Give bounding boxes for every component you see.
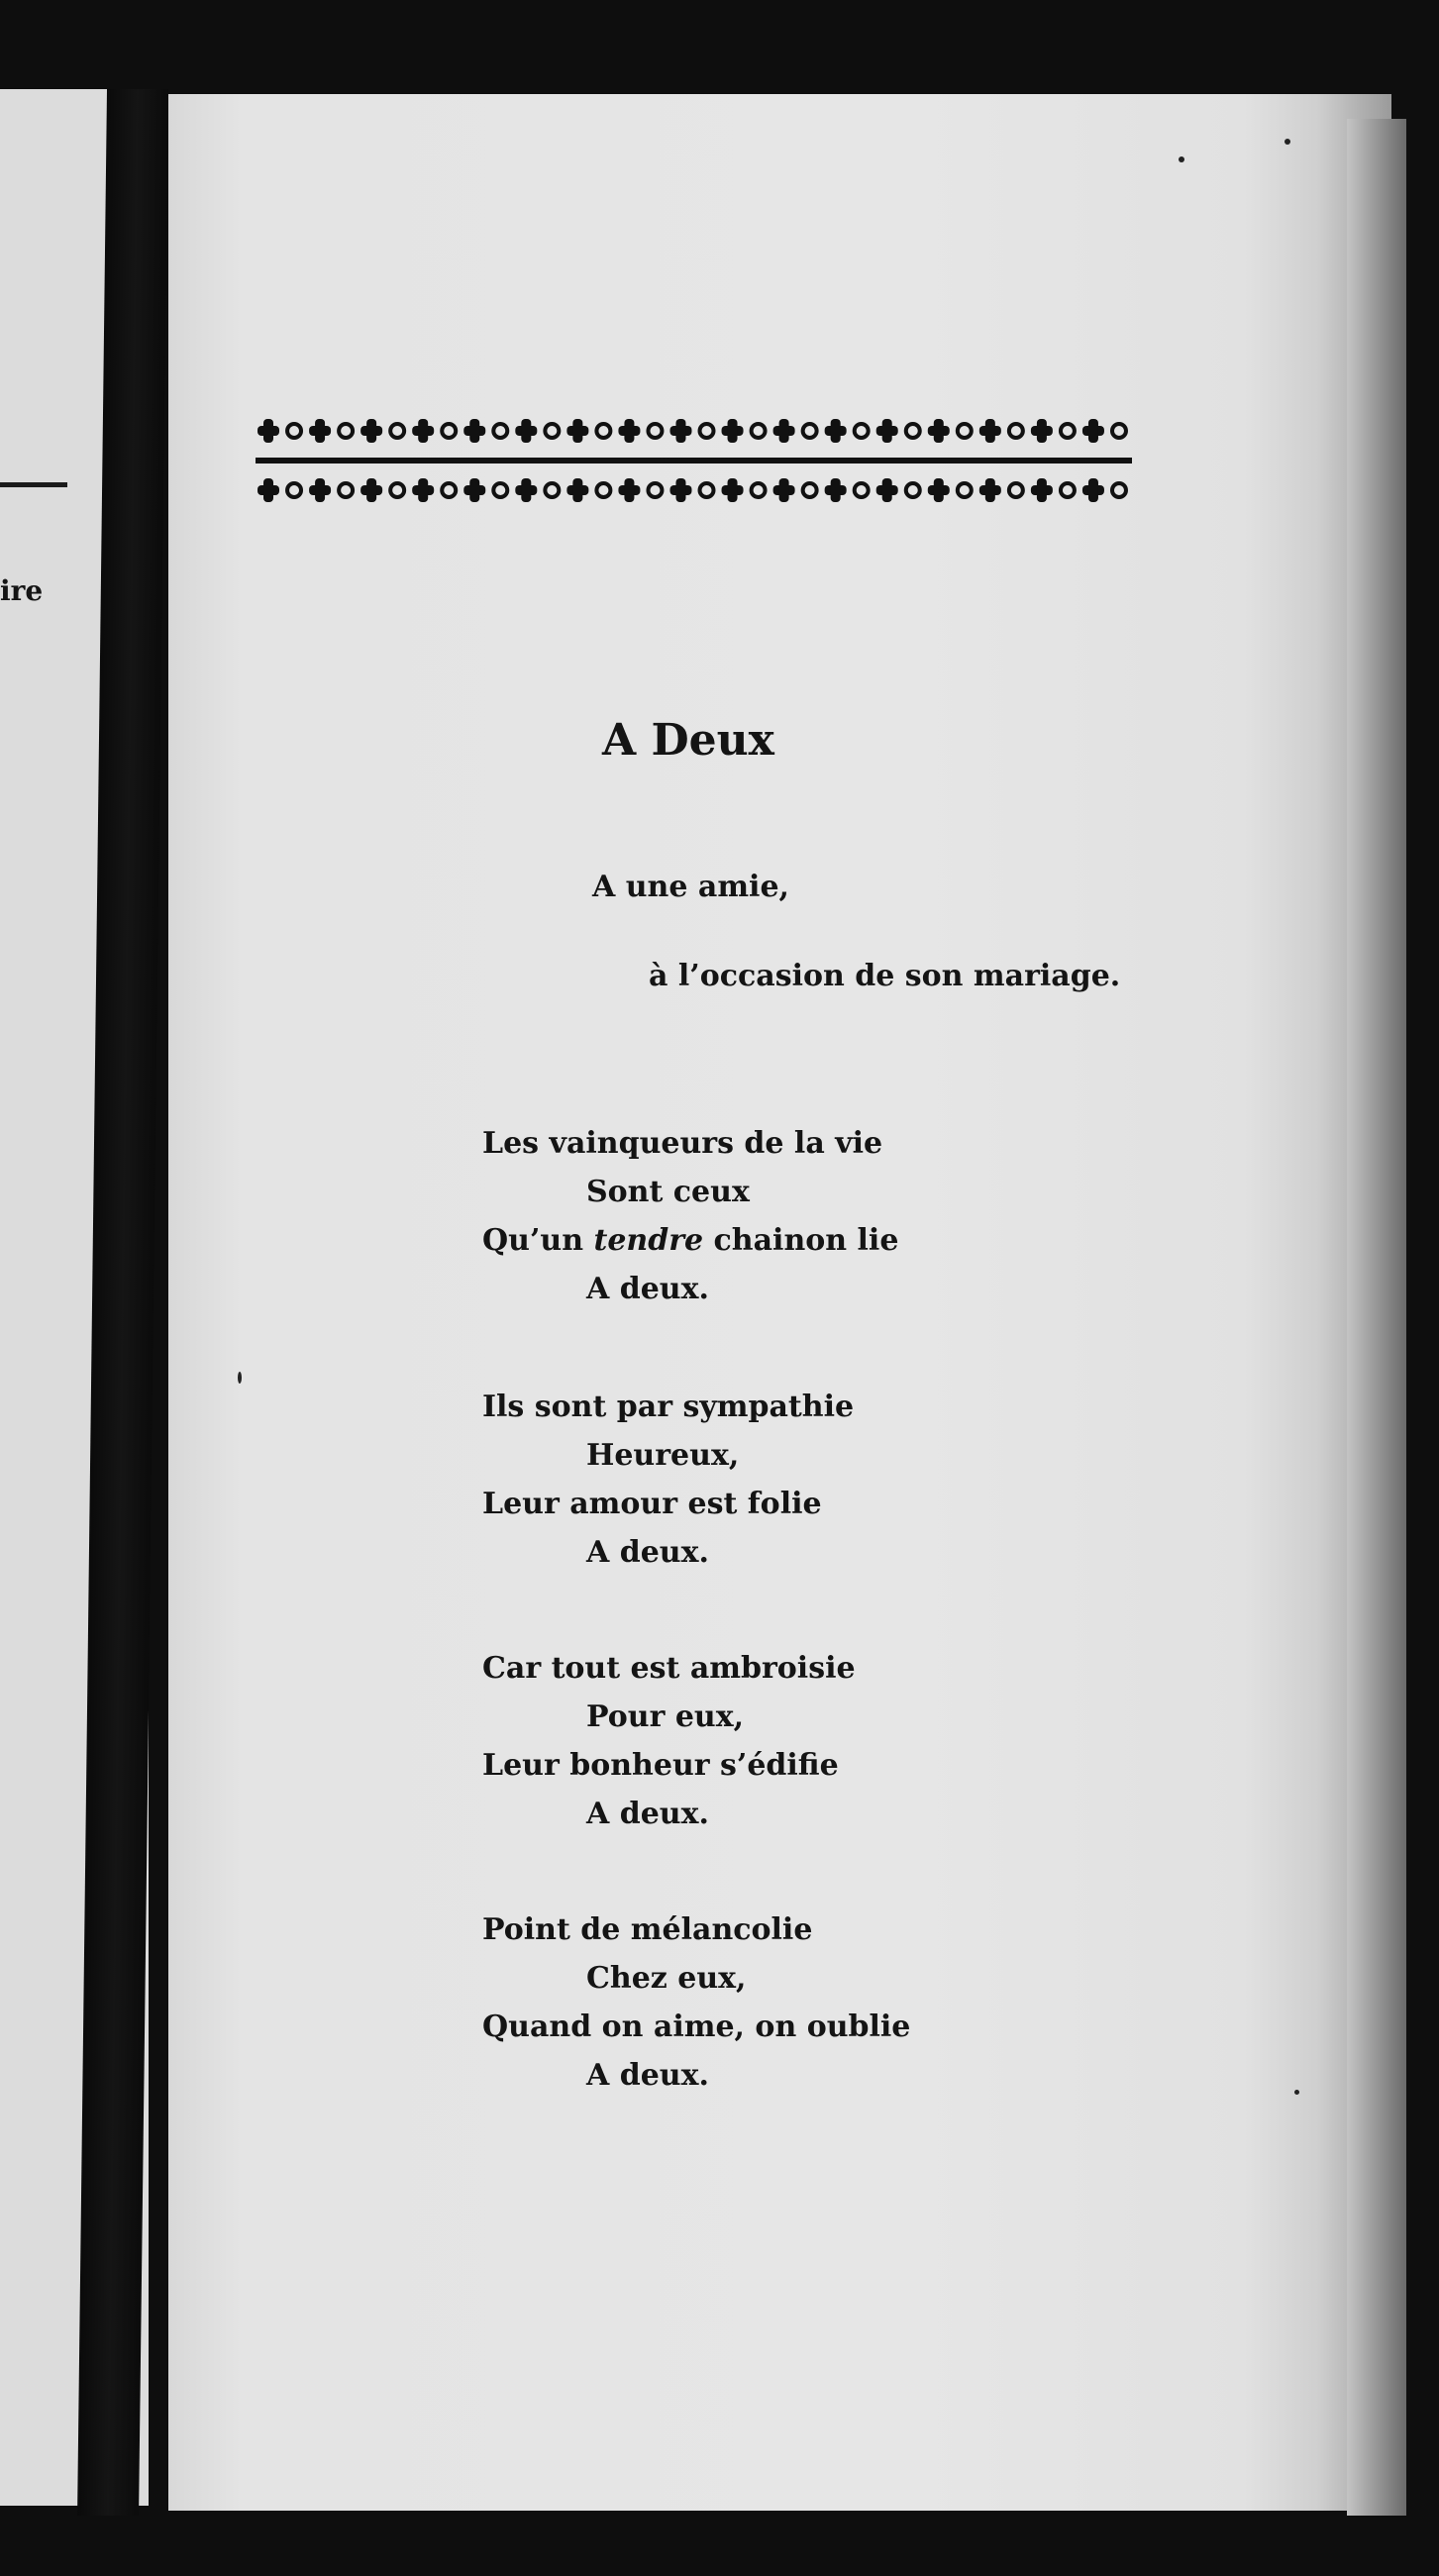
dedication-line-2: à l’occasion de son mariage. [649,959,1121,993]
ornament-ring-glyph [906,424,920,438]
verse-line: Leur bonheur s’édifie [482,1748,839,1783]
ornament-cross-glyph [722,419,744,443]
ornament-ring-glyph [1061,483,1075,497]
ornament-cross-glyph [1082,419,1104,443]
ornament-cross-glyph [979,419,1001,443]
verse-line: Heureux, [586,1438,740,1473]
verse-line: A deux. [586,1797,709,1831]
left-page-rule [0,482,67,487]
page-edge-shadow [1347,119,1406,2516]
ornament-ring-glyph [1009,424,1023,438]
ornament-ring-glyph [906,483,920,497]
ornament-ring-glyph [700,424,714,438]
ornament-cross-glyph [515,419,537,443]
ornament-cross-glyph [463,478,485,502]
ornament-ring-glyph [855,483,869,497]
stanza-3 [482,1644,856,1838]
stanza-4 [482,1906,910,2100]
ornament-cross-glyph [773,419,795,443]
scan-speck [1285,139,1290,145]
ornament-ring-glyph [390,424,404,438]
verse-line: Pour eux, [586,1700,745,1734]
ornament-cross-glyph [669,419,691,443]
ornament-cross-glyph [618,478,640,502]
verse-line: Ils sont par sympathie [482,1390,855,1424]
verse-line: Car tout est ambroisie [482,1651,856,1686]
ornament-cross-glyph [876,419,898,443]
ornament-ring-glyph [803,483,817,497]
ornament-ring-glyph [339,483,353,497]
scan-speck [1294,2090,1299,2095]
dedication-line-1: A une amie, [592,870,789,904]
ornament-ring-glyph [493,483,507,497]
ornament-cross-glyph [618,419,640,443]
left-page-text-fragment: ire [0,574,44,607]
verse-line: A deux. [586,1535,709,1570]
ornament-ring-glyph [596,424,610,438]
ornament-border-bottom [256,473,1132,507]
ornament-ring-glyph [803,424,817,438]
ornament-ring-glyph [442,483,456,497]
ornament-cross-glyph [1031,419,1053,443]
ornament-cross-glyph [463,419,485,443]
verse-line: Sont ceux [586,1175,750,1209]
ornament-ring-glyph [1112,483,1126,497]
verse-fragment: chainon lie [703,1223,899,1258]
verse-line: Quand on aime, on oublie [482,2009,911,2044]
ornament-cross-glyph [825,478,847,502]
ornament-cross-glyph [669,478,691,502]
verse-line: Chez eux, [586,1961,747,1996]
verse-fragment: Qu’un [482,1223,594,1258]
ornament-ring-glyph [648,483,662,497]
ornament-cross-glyph [722,478,744,502]
ornament-cross-glyph [515,478,537,502]
verse-italic-word: tendre [593,1223,704,1258]
ornament-ring-glyph [287,483,301,497]
ornament-ring-glyph [752,483,766,497]
ornament-cross-glyph [876,478,898,502]
ornament-ring-glyph [545,483,559,497]
stanza-1 [482,1119,898,1313]
ornament-border-top [256,414,1132,448]
ornament-cross-glyph [360,478,382,502]
scan-speck [1179,156,1184,162]
poem-title: A Deux [602,715,774,766]
verse-line: Leur amour est folie [482,1487,822,1521]
verse-line: Point de mélancolie [482,1912,813,1947]
verse-line: Les vainqueurs de la vie [482,1126,883,1161]
scan-speck [238,1372,242,1384]
ornament-cross-glyph [257,478,279,502]
ornament-ring-glyph [752,424,766,438]
ornament-cross-glyph [566,478,588,502]
ornament-cross-glyph [309,419,331,443]
ornament-cross-glyph [309,478,331,502]
ornament-cross-glyph [825,419,847,443]
ornament-ring-glyph [700,483,714,497]
ornament-cross-glyph [412,478,434,502]
ornament-cross-glyph [566,419,588,443]
verse-line: A deux. [586,1272,709,1306]
ornament-ring-glyph [958,483,972,497]
ornament-ring-glyph [1009,483,1023,497]
ornament-rule [256,458,1132,464]
ornament-cross-glyph [928,478,950,502]
ornament-ring-glyph [339,424,353,438]
ornament-ring-glyph [442,424,456,438]
ornament-ring-glyph [390,483,404,497]
verse-line [482,1216,898,1265]
stanza-2 [482,1383,854,1577]
ornament-cross-glyph [773,478,795,502]
ornament-cross-glyph [1082,478,1104,502]
ornament-cross-glyph [412,419,434,443]
ornament-cross-glyph [979,478,1001,502]
ornament-ring-glyph [1061,424,1075,438]
ornament-ring-glyph [287,424,301,438]
ornament-cross-glyph [360,419,382,443]
ornament-ring-glyph [958,424,972,438]
ornament-cross-glyph [928,419,950,443]
ornament-ring-glyph [1112,424,1126,438]
ornament-ring-glyph [493,424,507,438]
ornament-cross-glyph [257,419,279,443]
ornament-ring-glyph [648,424,662,438]
ornament-cross-glyph [1031,478,1053,502]
ornament-ring-glyph [596,483,610,497]
ornament-ring-glyph [545,424,559,438]
verse-line: A deux. [586,2058,709,2093]
ornament-ring-glyph [855,424,869,438]
